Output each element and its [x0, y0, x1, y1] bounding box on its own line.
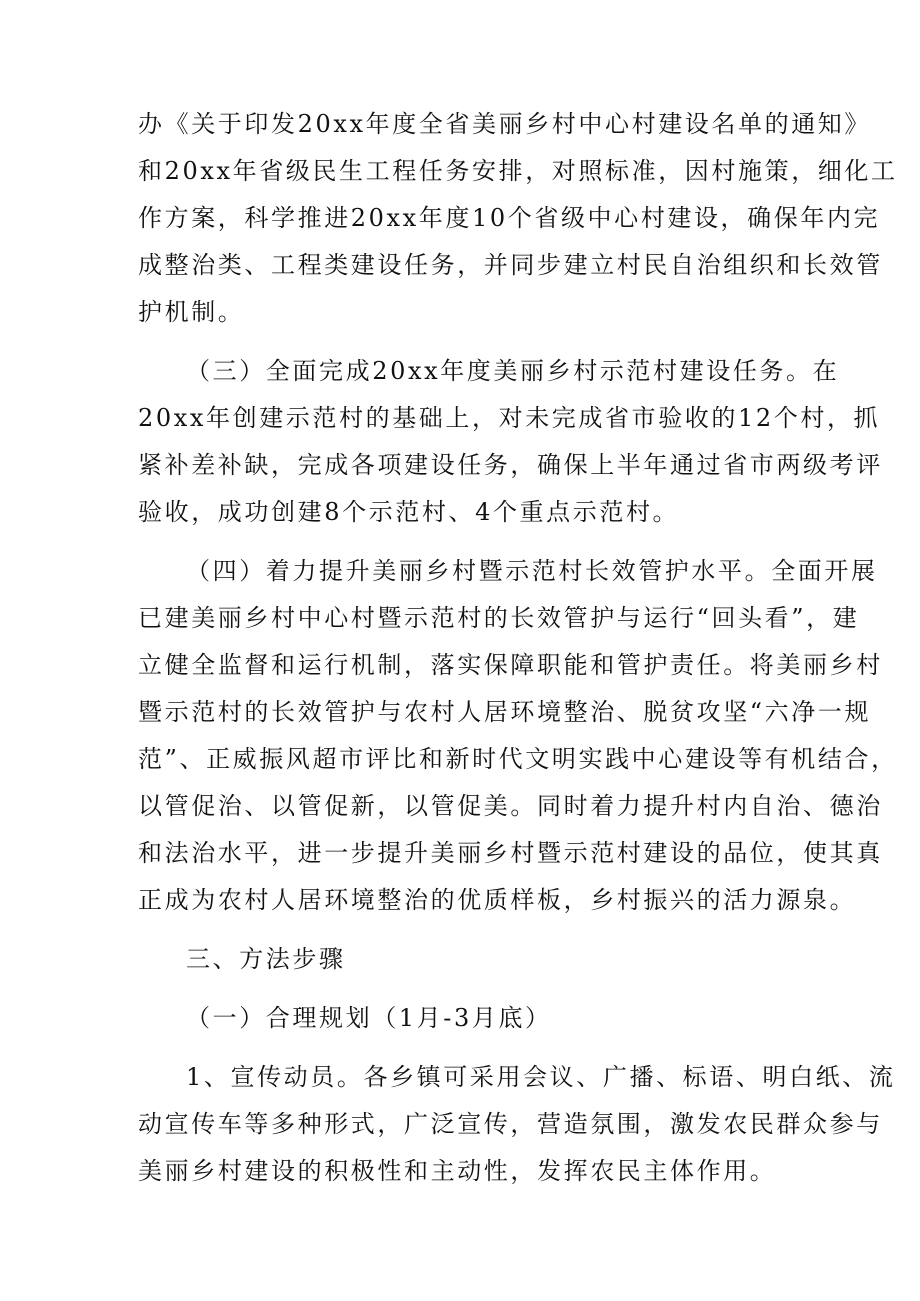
- paragraph-line: （三）全面完成20xx年度美丽乡村示范村建设任务。在: [186, 357, 840, 385]
- paragraph-line: 作方案，科学推进20xx年度10个省级中心村建设，确保年内完: [138, 204, 881, 232]
- paragraph-line: （四）着力提升美丽乡村暨示范村长效管护水平。全面开展: [186, 557, 878, 585]
- paragraph-line: 已建美丽乡村中心村暨示范村的长效管护与运行“回头看”，建: [138, 604, 860, 632]
- paragraph-line: 1、宣传动员。各乡镇可采用会议、广播、标语、明白纸、流: [186, 1063, 896, 1091]
- paragraph-line: 正成为农村人居环境整治的优质样板，乡村振兴的活力源泉。: [138, 886, 857, 914]
- subsection-heading: （一）合理规划（1月-3月底）: [186, 1004, 552, 1032]
- paragraph-line: 和法治水平，进一步提升美丽乡村暨示范村建设的品位，使其真: [138, 839, 883, 867]
- section-heading: 三、方法步骤: [186, 945, 346, 973]
- paragraph-line: 以管促治、以管促新，以管促美。同时着力提升村内自治、德治: [138, 792, 883, 820]
- paragraph-line: 范”、正威振风超市评比和新时代文明实践中心建设等有机结合，: [138, 745, 898, 773]
- paragraph-line: 20xx年创建示范村的基础上，对未完成省市验收的12个村，抓: [138, 404, 881, 432]
- paragraph-line: 验收，成功创建8个示范村、4个重点示范村。: [138, 498, 680, 526]
- paragraph-line: 紧补差补缺，完成各项建设任务，确保上半年通过省市两级考评: [138, 451, 883, 479]
- paragraph-line: 护机制。: [138, 298, 245, 326]
- paragraph-line: 立健全监督和运行机制，落实保障职能和管护责任。将美丽乡村: [138, 651, 883, 679]
- paragraph-line: 和20xx年省级民生工程任务安排，对照标准，因村施策，细化工: [138, 157, 898, 185]
- paragraph-line: 成整治类、工程类建设任务，并同步建立村民自治组织和长效管: [138, 251, 883, 279]
- paragraph-line: 办《关于印发20xx年度全省美丽乡村中心村建设名单的通知》: [138, 110, 872, 138]
- paragraph-line: 暨示范村的长效管护与农村人居环境整治、脱贫攻坚“六净一规: [138, 698, 872, 726]
- paragraph-line: 动宣传车等多种形式，广泛宣传，营造氛围，激发农民群众参与: [138, 1110, 883, 1138]
- paragraph-line: 美丽乡村建设的积极性和主动性，发挥农民主体作用。: [138, 1157, 777, 1185]
